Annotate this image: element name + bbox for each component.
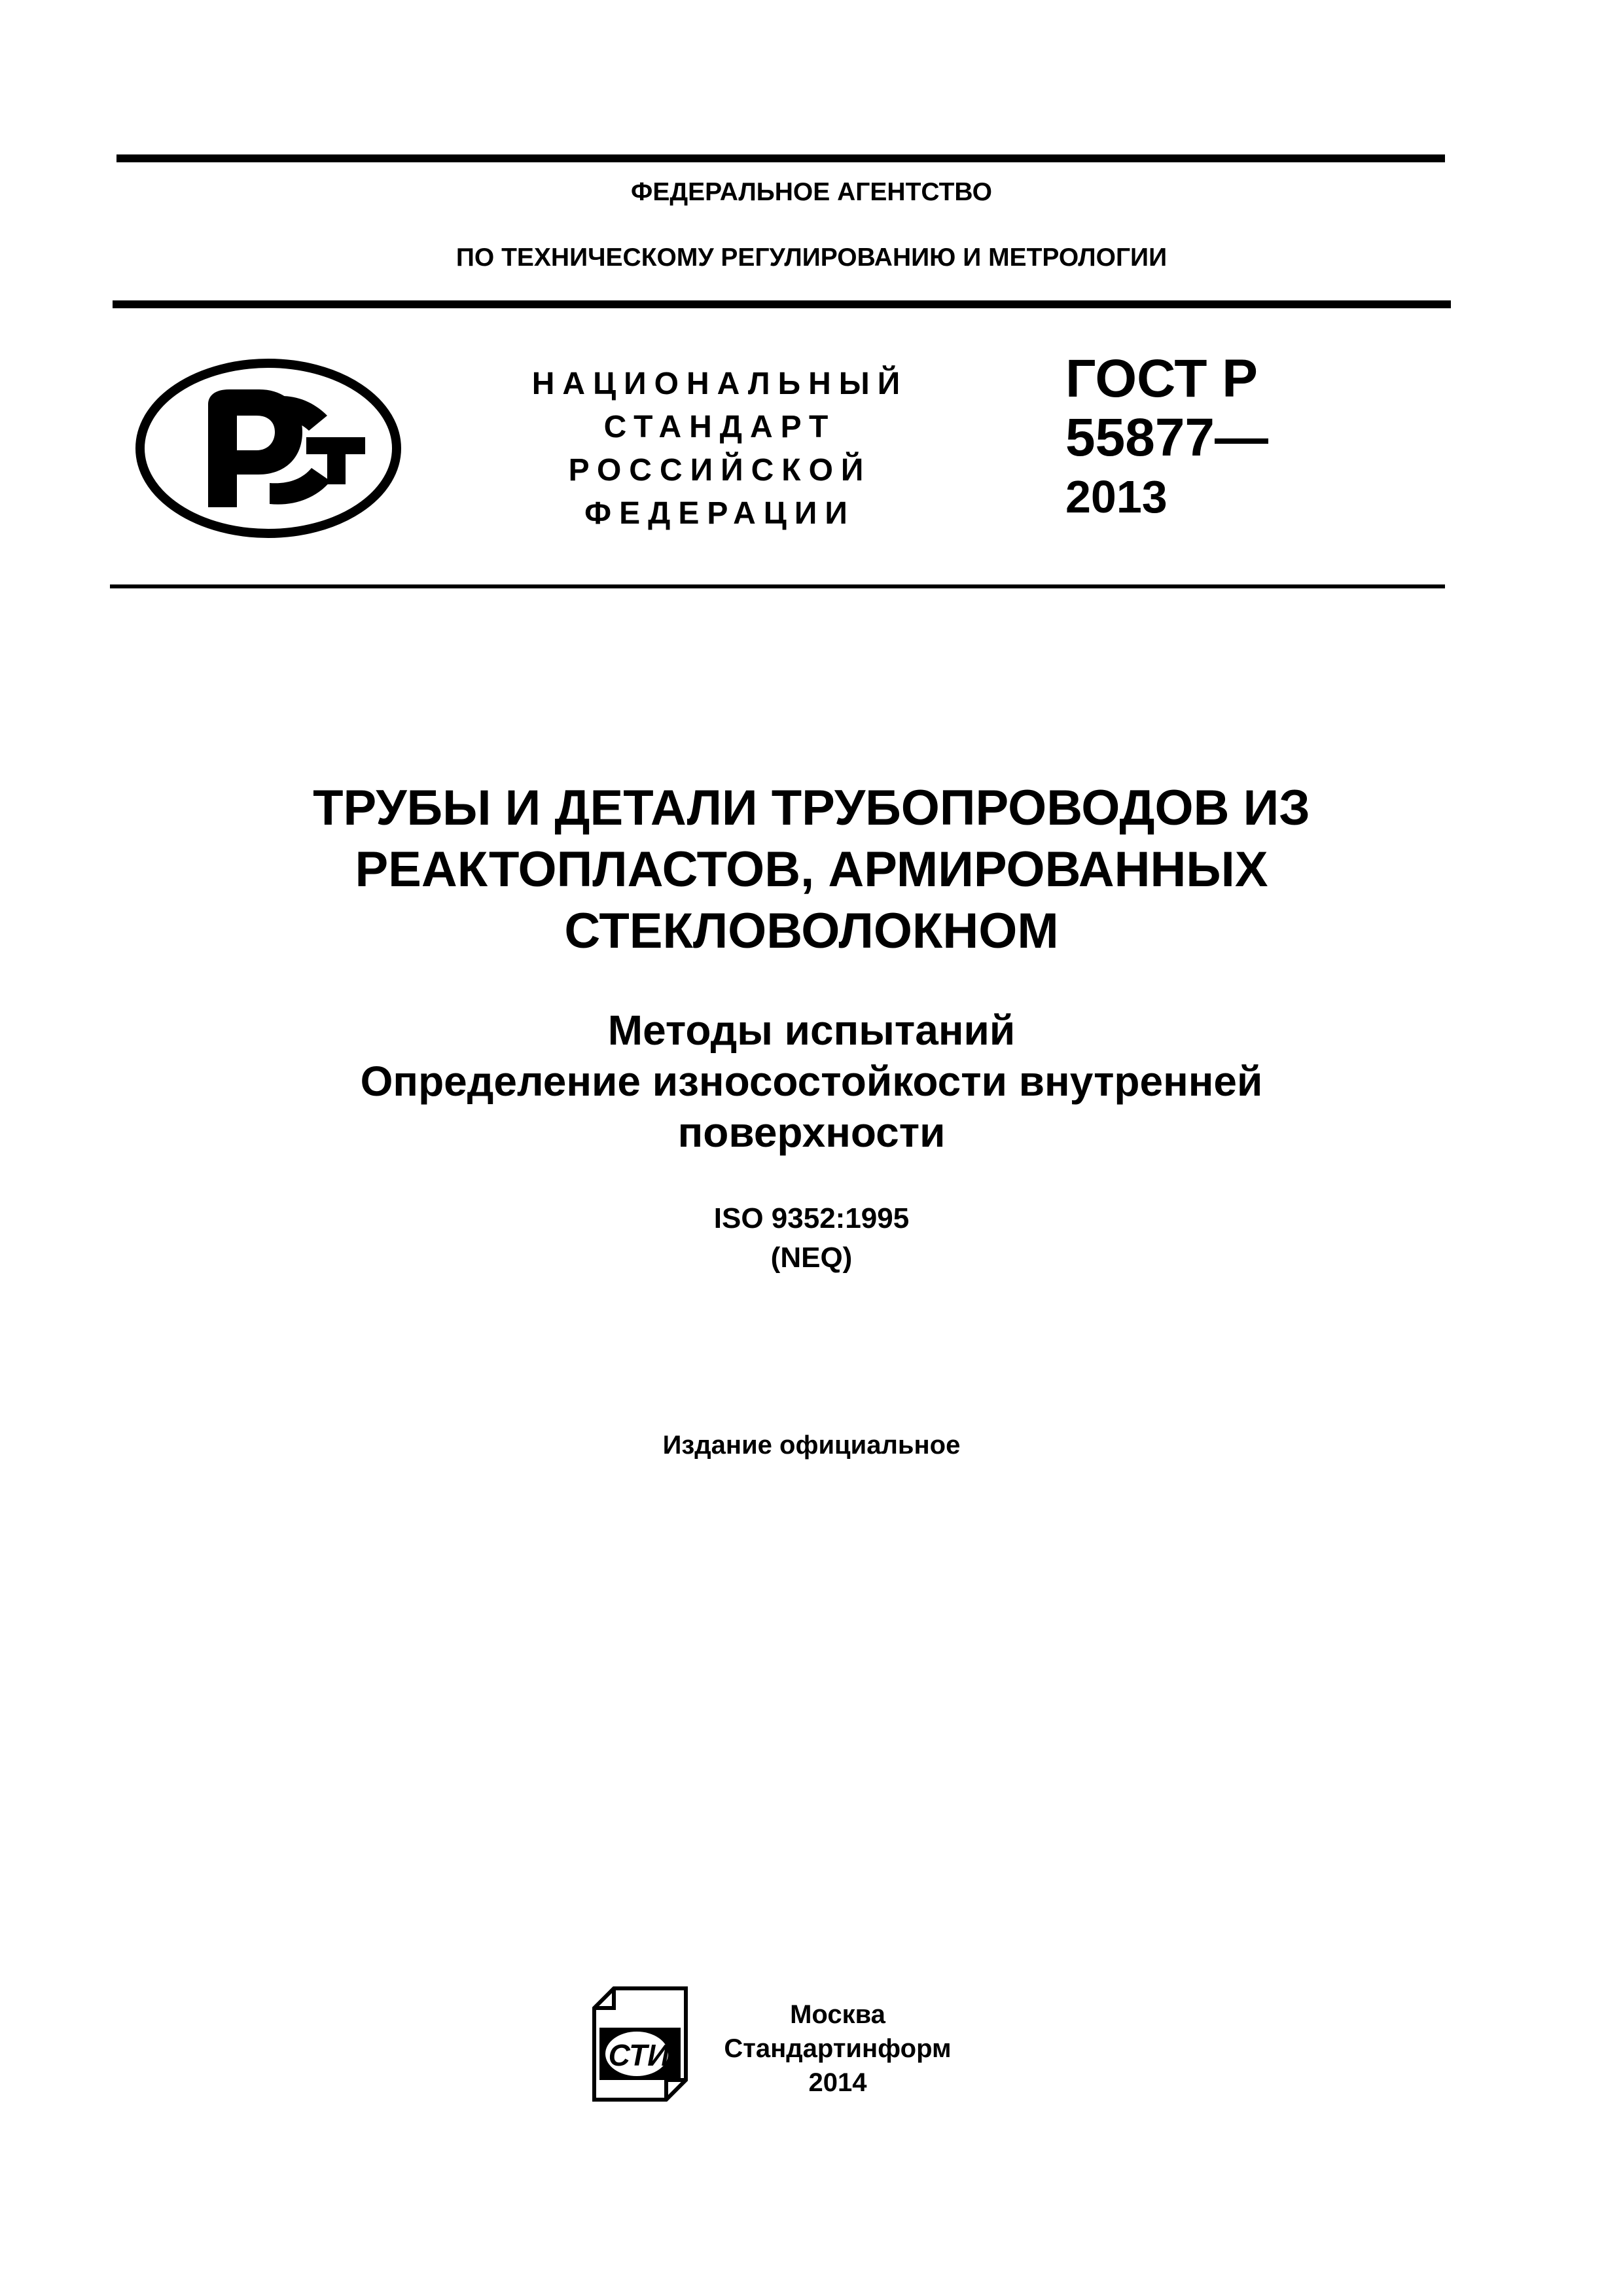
iso-degree: (NEQ) [770, 1242, 853, 1274]
agency-line-1: ФЕДЕРАЛЬНОЕ АГЕНТСТВО [631, 178, 992, 206]
gost-number: 55877— [1065, 408, 1269, 467]
edition-label: Издание официальное [662, 1431, 961, 1460]
publisher-name: Стандартинформ [724, 2034, 952, 2063]
iso-standard: ISO 9352:1995 [713, 1202, 910, 1234]
national-standard-label [510, 363, 929, 535]
top-rule [116, 154, 1445, 162]
publisher-city: Москва [790, 2000, 885, 2029]
title-line: РЕАКТОПЛАСТОВ, АРМИРОВАННЫХ [355, 842, 1268, 897]
subtitle-line: поверхности [677, 1109, 946, 1156]
title-line: СТЕКЛОВОЛОКНОМ [564, 903, 1059, 959]
national-line: ФЕДЕРАЦИИ [584, 496, 855, 531]
standard-block-rule [110, 584, 1445, 588]
iso-reference [0, 1199, 1623, 1278]
gost-designation [1065, 350, 1268, 526]
header-rule [113, 300, 1451, 308]
title-line: ТРУБЫ И ДЕТАЛИ ТРУБОПРОВОДОВ ИЗ [313, 780, 1310, 836]
rst-certification-logo-icon [131, 353, 406, 543]
national-line: СТАНДАРТ [603, 410, 836, 444]
national-line: НАЦИОНАЛЬНЫЙ [531, 367, 908, 401]
agency-line-2: ПО ТЕХНИЧЕСКОМУ РЕГУЛИРОВАНИЮ И МЕТРОЛОГИИ [455, 243, 1168, 272]
document-title [0, 778, 1623, 962]
gost-prefix: ГОСТ Р [1065, 349, 1258, 408]
national-line: РОССИЙСКОЙ [568, 453, 872, 488]
subtitle-line: Методы испытаний [607, 1007, 1016, 1054]
standartinform-logo-text: СТИ [608, 2038, 669, 2072]
publisher-info [720, 1998, 955, 2100]
gost-year: 2013 [1065, 471, 1168, 522]
standartinform-logo-icon [588, 1982, 705, 2113]
document-subtitle [0, 1005, 1623, 1158]
publisher-year: 2014 [808, 2068, 867, 2097]
subtitle-line: Определение износостойкости внутренней [360, 1058, 1263, 1105]
